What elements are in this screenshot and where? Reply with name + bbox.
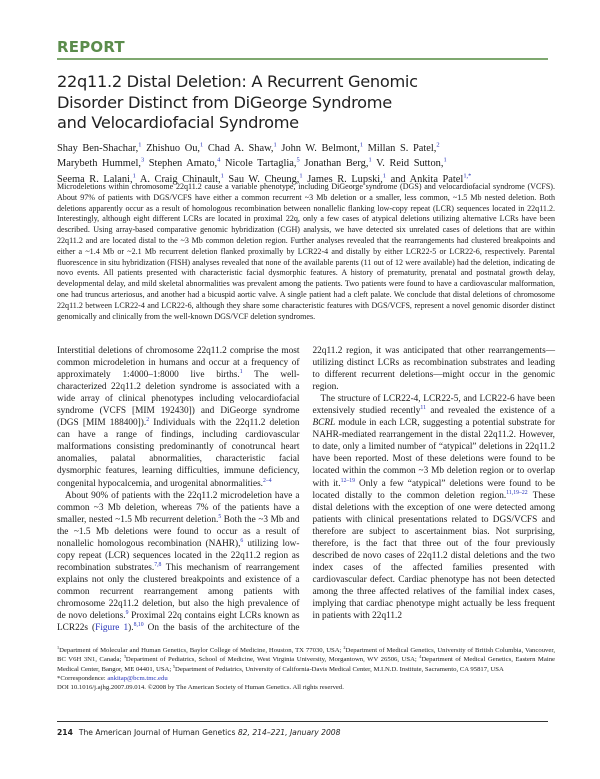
doi: DOI 10.1016/j.ajhg.2007.09.014. ©2008 by The American Society of Human Genetics. All rights reserved. — [57, 684, 344, 692]
affiliation-link[interactable]: 1 — [443, 156, 447, 164]
author-name: James R. Lupski, — [307, 173, 383, 185]
citation-link[interactable]: 6 — [240, 537, 244, 544]
citation-link[interactable]: 11 — [420, 405, 426, 412]
text: Interstitial deletions of chromosome 22q11.2 comprise the most common microdeletion in humans and occur at a frequency of approximately 1:4000–1:8000 live births. — [57, 346, 300, 381]
text: Both the ~3 Mb and the ~1.5 Mb deletions were found to occur as a result of nonallelic homologous recombination (NAHR), — [57, 514, 300, 549]
text: The structure of LCR22-4, LCR22-5, and LCR22-6 have been extensively studied recently — [312, 394, 555, 417]
lower-content — [57, 345, 555, 737]
affiliation-link[interactable]: 1 — [299, 172, 303, 180]
citation-link[interactable]: 12–19 — [340, 477, 355, 484]
affiliation-link[interactable]: 1 — [138, 141, 142, 149]
citation-link[interactable]: 2–4 — [263, 477, 272, 484]
text: These distal deletions with the exception of one were detected among patients with clinical presentations related to DGS/VCFS and therefore are subject to ascertainment bias. Not surprising, therefore, is the fact that three out of the four previously described de novo cases of 22q11.2 distal deletions and the two index cases of the affected families presented with cardiovascular defect. Cardiac phenotype has not been detected among the three affected relatives of the familial index cases, implying that cardiac phenotype might actually be less frequent in patients with 22q11.2 — [312, 490, 555, 622]
header-rule — [57, 58, 548, 60]
author-name: Zhishuo Ou, — [146, 143, 201, 154]
author-name: V. Reid Sutton, — [376, 158, 444, 170]
section-label: REPORT — [57, 38, 125, 56]
affiliation-link[interactable]: 1 — [368, 156, 372, 164]
affiliation-link[interactable]: 2 — [436, 141, 440, 149]
author-name: Marybeth Hummel, — [57, 158, 141, 170]
author-name: Millan S. Patel, — [367, 143, 437, 154]
affiliations — [57, 646, 555, 674]
figure-link[interactable]: Figure 1 — [95, 623, 129, 634]
affiliation-link[interactable]: 1 — [200, 141, 204, 149]
affiliation-marker: 3 — [123, 654, 126, 660]
text: and revealed the existence of a — [425, 406, 555, 417]
citation: 82, 214–221, January 2008 — [237, 727, 341, 737]
author-name: Stephen Amato, — [148, 158, 218, 170]
citation-link[interactable]: 9 — [125, 609, 129, 616]
affiliation-link[interactable]: 1 — [132, 172, 136, 180]
footer-rule — [57, 721, 548, 722]
author-name: Sau W. Cheung, — [228, 173, 300, 185]
affiliation-link[interactable]: 4 — [217, 156, 221, 164]
text: The well-characterized 22q11.2 deletion syndrome is associated with a wide array of clinical phenotypes including velocardiofacial syndrome (VCFS [MIM 192430]) and DiGeorge syndrome (DGS [MIM 188400]). — [57, 370, 300, 429]
title-line: 22q11.2 Distal Deletion: A Recurrent Genomic — [57, 72, 418, 91]
paragraph — [57, 345, 300, 490]
author-name: Shay Ben-Shachar, — [57, 143, 139, 154]
email-link[interactable]: ankitap@bcm.tmc.edu — [107, 675, 168, 683]
page-footer — [57, 728, 555, 737]
author-name: Chad A. Shaw, — [207, 143, 274, 154]
gene-name: BCRL — [312, 418, 336, 429]
text: module in each LCR, suggesting a potential substrate for NAHR-mediated rearrangement in the distal 22q11.2. However, to date, only a limited number of “atypical” deletions in 22q11.2 have been reported. Most of these deletions were found to be located within the common ~3 Mb deletion region or to overlap with it. — [312, 418, 555, 489]
affiliation-link[interactable]: 1,* — [463, 172, 472, 180]
body-text — [57, 345, 555, 634]
author-line — [57, 141, 548, 156]
citation-link[interactable]: 8,10 — [133, 621, 144, 628]
affiliation-marker: 4 — [419, 654, 422, 660]
text: On the basis of the architecture of the 22q11.2 region, it was anticipated that other rearrangements—utilizing distinct LCRs as recombination substrates and leading to different recurrent deletions—might occur in the genomic region. — [143, 346, 555, 634]
citation-link[interactable]: 11,19–22 — [506, 489, 528, 496]
text: ). — [128, 623, 134, 634]
citation-link[interactable]: 2 — [146, 417, 150, 424]
affiliation: Department of Medical Genetics, Eastern Maine Medical Center, Bangor, ME 04401, USA; — [57, 656, 556, 673]
affiliation-marker: 2 — [343, 644, 346, 650]
paragraph — [313, 393, 556, 622]
abstract: Microdeletions within chromosome 22q11.2 cause a variable phenotype, including DiGeorge syndrome (DGS) and velocardiofacial syndrome (VCFS). About 97% of patients with DGS/VCFS have either a common recurrent ~3 Mb deletion or a smaller, less common, ~1.5 Mb nested deletion. Both deletions apparently occur as a result of homologous recombination between nonallelic flanking low-copy repeat (LCR) sequences located in 22q11.2. Interestingly, although eight different LCRs are located in proximal 22q, only a few cases of atypical deletions utilizing alternative LCRs have been described. Using array-based comparative genomic hybridization (CGH) analysis, we have detected six unrelated cases of deletions that are within 22q11.2 and are located distal to the ~3 Mb common deletion region. Further analyses revealed that the rearrangements had clustered breakpoints and either a ~1.4 Mb or ~2.1 Mb recurrent deletion flanked proximally by LCR22-4 and distally by either LCR22-5 or LCR22-6, respectively. Parental fluorescence in situ hybridization (FISH) analyses revealed that none of the available parents (11 out of 12 were available) had the deletion, indicating de novo events. All patients presented with characteristic facial dysmorphic features. A history of prematurity, prenatal and postnatal growth delay, developmental delay, and mild skeletal abnormalities was prevalent among the patients. Two patients were found to have a cardiovascular malformation, one had truncus arteriosus, and another had a bicuspid aortic valve. A single patient had a cleft palate. We conclude that distal deletions of chromosome 22q11.2 between LCR22-4 and LCR22-6, although they share some characteristic features with DGS/VCFS, represent a novel genomic disorder distinct genomically and clinically from the well-known DGS/VCF deletion syndromes. — [57, 182, 555, 321]
citation-link[interactable]: 5 — [218, 513, 222, 520]
footnotes — [57, 646, 555, 692]
affiliation: Department of Medical Genetics, University of British Columbia, Vancouver, BC V6H 3N1, Canada; — [57, 647, 555, 664]
text: utilizing low-copy repeat (LCR) sequences located in the 22q11.2 region as recombination substrates. — [57, 538, 300, 573]
author-name: Seema R. Lalani, — [57, 173, 133, 185]
text: Individuals with the 22q11.2 deletion can have a range of findings, including cardiovascular malformations consisting predominantly of conotruncal heart anomalies, palatal abnormalities, characteristic facial dysmorphic features, learning difficulties, immune deficiency, congenital hypocalcemia, and urogenital abnormalities. — [57, 418, 300, 489]
title-line: and Velocardiofacial Syndrome — [57, 113, 299, 132]
affiliation-marker: 1 — [57, 644, 60, 650]
correspondence-label: *Correspondence: — [57, 675, 108, 683]
author-line — [57, 156, 548, 171]
affiliation: Department of Pediatrics, University of California-Davis Medical Center, M.I.N.D. Institute, Sacramento, CA 95817, USA — [175, 665, 504, 673]
citation-link[interactable]: 1 — [239, 369, 243, 375]
text: Only a few “atypical” deletions were found to be located distally to the common deletion region. — [312, 478, 556, 501]
article-title — [57, 72, 477, 134]
title-line: Disorder Distinct from DiGeorge Syndrome — [57, 92, 392, 112]
affiliation: Department of Pediatrics, School of Medicine, West Virginia University, Morgantown, WV 26506, USA; — [125, 656, 420, 664]
affiliation-link[interactable]: 3 — [140, 156, 145, 164]
author-name: and Ankita Patel — [390, 173, 464, 185]
affiliation-link[interactable]: 1 — [220, 172, 224, 180]
text: Proximal 22q contains eight LCRs known as LCR22s ( — [57, 611, 300, 634]
author-list — [57, 141, 548, 187]
affiliation-link[interactable]: 1 — [359, 141, 364, 149]
affiliation-marker: 5 — [172, 663, 175, 669]
affiliation: Department of Molecular and Human Genetics, Baylor College of Medicine, Houston, TX 77030, USA; — [59, 647, 344, 655]
page-number: 214 — [57, 727, 73, 737]
author-name: Nicole Tartaglia, — [225, 158, 297, 170]
author-name: Jonathan Berg, — [304, 158, 369, 170]
journal-name: The American Journal of Human Genetics — [78, 727, 236, 737]
affiliation-link[interactable]: 1 — [273, 141, 277, 149]
text: About 90% of patients with the 22q11.2 microdeletion have a common ~3 Mb deletion, whereas 7% of the patients have a smaller, nested ~1.5 Mb recurrent deletion. — [57, 490, 300, 525]
affiliation-link[interactable]: 5 — [296, 156, 300, 164]
text: This mechanism of rearrangement explains not only the clustered breakpoints and existence of a common recurrent rearrangement among patients with chromosome 22q11.2 deletion, but also the high prevalence of de novo deletions. — [57, 562, 300, 622]
affiliation-link[interactable]: 1 — [382, 172, 387, 180]
author-name: A. Craig Chinault, — [139, 173, 221, 185]
citation-link[interactable]: 7,8 — [154, 561, 162, 568]
correspondence — [57, 674, 555, 683]
author-name: John W. Belmont, — [281, 143, 360, 154]
